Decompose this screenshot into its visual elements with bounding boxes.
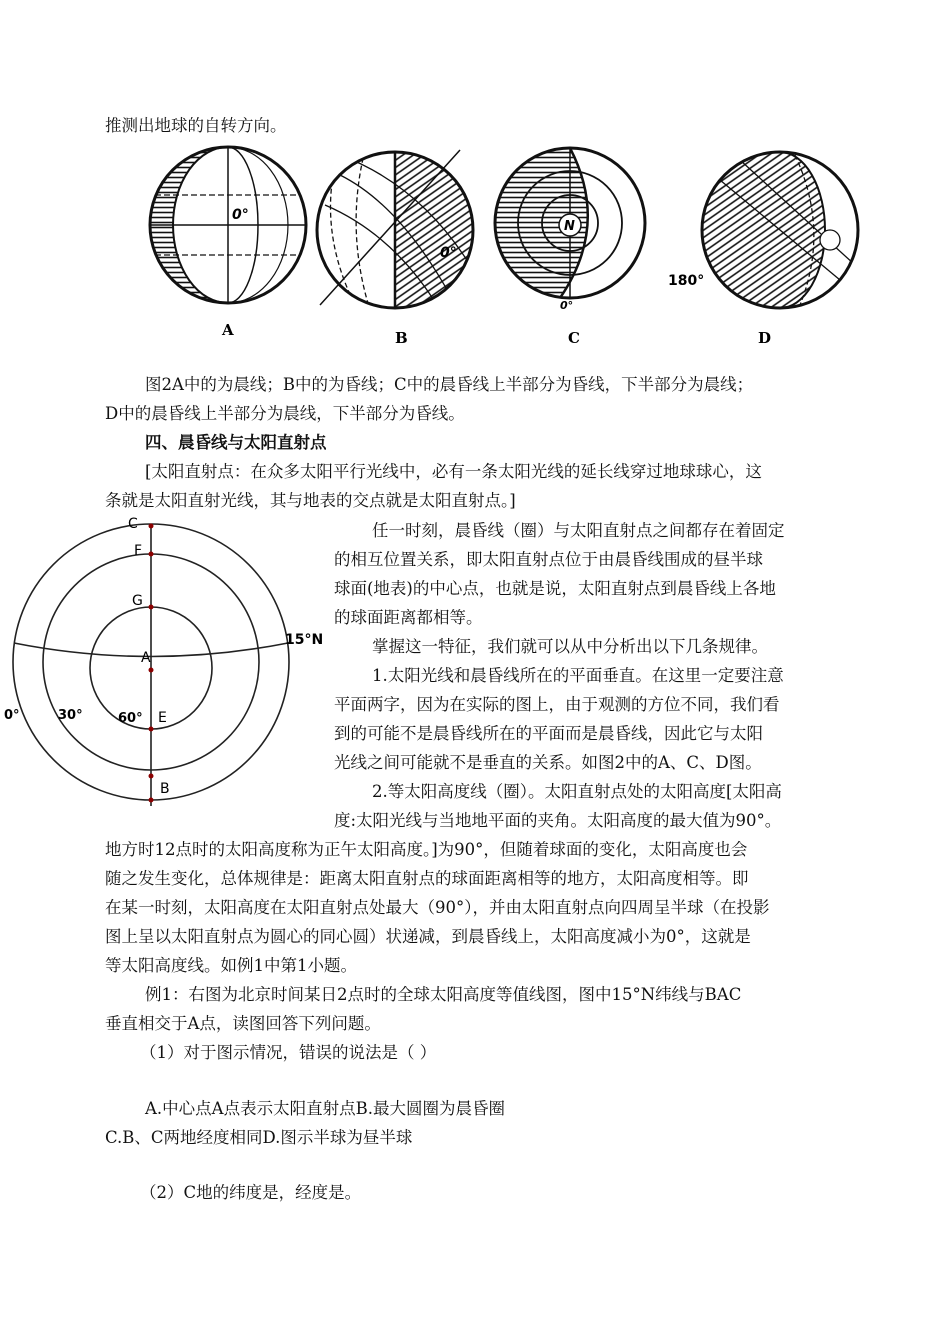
text-line: 平面两字，因为在实际的图上，由于观测的方位不同，我们看 [334,695,780,714]
text-line: 在某一时刻，太阳高度在太阳直射点处最大（90°），并由太阳直射点向四周呈半球（在投影 [105,898,770,917]
globe-d-mark: 180° [668,273,705,289]
question-2: （2）C地的纬度是，经度是。 [140,1183,362,1202]
point-a-label: A [141,650,151,666]
text-line: 图2A中的为晨线；B中的为昏线；C中的晨昏线上半部分为昏线，下半部分为晨线； [145,375,754,394]
globe-c-north: N [564,219,575,234]
deg-30-label: 30° [58,708,83,723]
option-line: A.中心点A点表示太阳直射点B.最大圆圈为晨昏圈 [145,1099,505,1118]
globe-b-label: B [395,329,408,347]
globe-b [317,145,475,347]
text-line: 等太阳高度线。如例1中第1小题。 [105,956,357,975]
globe-d-label: D [758,329,772,347]
option-line: C.B、C两地经度相同D.图示半球为昼半球 [105,1128,413,1147]
globe-a-mark: 0° [232,207,249,223]
figure-solar-altitude [0,510,330,815]
text-line: 任一时刻，晨昏线（圈）与太阳直射点之间都存在着固定 [372,521,785,540]
globe-b-mark: 0° [440,245,457,261]
text-line: 地方时12点时的太阳高度称为正午太阳高度。]为90°，但随着球面的变化，太阳高度也会 [105,840,748,859]
text-line: 随之发生变化，总体规律是：距离太阳直射点的球面距离相等的地方，太阳高度相等。即 [105,869,749,888]
text-line: 1.太阳光线和晨昏线所在的平面垂直。在这里一定要注意 [372,666,784,685]
question-1: （1）对于图示情况，错误的说法是（ ） [140,1043,437,1062]
deg-60-label: 60° [118,711,143,726]
text-line: 的相互位置关系，即太阳直射点位于由晨昏线围成的昼半球 [334,550,763,569]
point-b-label: B [160,781,170,797]
text-line: 度:太阳光线与当地地平面的夹角。太阳高度的最大值为90°。 [334,811,782,830]
text-line: 垂直相交于A点，读图回答下列问题。 [105,1014,381,1033]
point-e-label: E [158,710,167,726]
globe-c-label: C [568,329,580,347]
text-line: 推测出地球的自转方向。 [105,116,287,135]
point-g-label: G [132,593,143,609]
text-line: 条就是太阳直射光线，其与地表的交点就是太阳直射点。] [105,491,516,510]
text-line: 2.等太阳高度线（圈）。太阳直射点处的太阳高度[太阳高 [372,782,782,801]
text-line: 到的可能不是晨昏线所在的平面而是晨昏线，因此它与太阳 [334,724,763,743]
text-line: 图上呈以太阳直射点为圆心的同心圆）状递减，到晨昏线上，太阳高度减小为0°，这就是 [105,927,751,946]
section-heading: 四、晨昏线与太阳直射点 [145,433,327,452]
text-line: 例1：右图为北京时间某日2点时的全球太阳高度等值线图，图中15°N纬线与BAC [145,985,742,1004]
deg-0-label: 0° [4,708,20,723]
text-line: [太阳直射点：在众多太阳平行光线中，必有一条太阳光线的延长线穿过地球球心，这 [145,462,762,481]
text-line: 掌握这一特征，我们就可以从中分析出以下几条规律。 [372,637,768,656]
globe-a-label: A [222,321,234,339]
globe-c [495,148,645,347]
figure-2-globes [140,145,880,350]
globe-d [668,152,860,347]
text-line: 球面(地表)的中心点，也就是说，太阳直射点到晨昏线上各地 [334,579,776,598]
text-line: 的球面距离都相等。 [334,608,483,627]
text-line: 光线之间可能就不是垂直的关系。如图2中的A、C、D图。 [334,753,762,772]
point-f-label: F [134,543,143,559]
globe-c-mark: 0° [560,299,574,312]
text-line: D中的晨昏线上半部分为晨线，下半部分为昏线。 [105,404,465,423]
point-c-label: C [128,516,138,532]
globe-a [150,147,306,339]
lat-15n-label: 15°N [285,632,324,648]
